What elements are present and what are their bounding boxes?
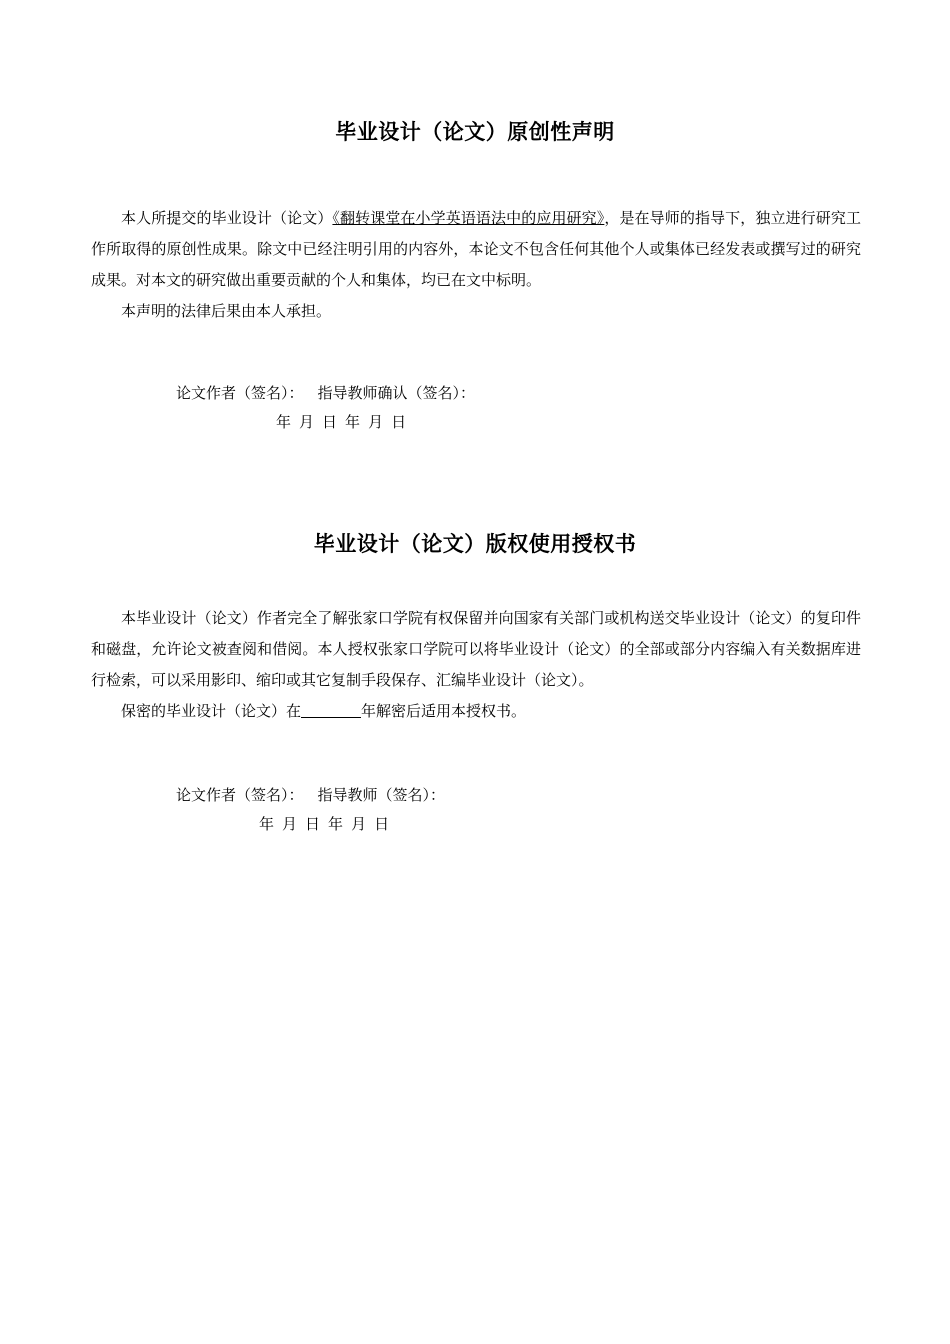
date-year-3: 年 — [259, 815, 275, 833]
authorization-para2-before: 保密的毕业设计（论文）在 — [121, 702, 302, 720]
declaration-date-line — [276, 411, 414, 432]
authorization-date-line — [259, 813, 397, 834]
date-month-3: 月 — [282, 815, 298, 833]
years-blank-field — [301, 702, 361, 718]
date-month-2: 月 — [368, 413, 384, 431]
date-year-2: 年 — [345, 413, 361, 431]
advisor-signature-label: 指导教师确认（签名）： — [317, 384, 476, 402]
declaration-paragraph-1 — [91, 203, 861, 296]
authorization-para2-after: 年解密后适用本授权书。 — [361, 702, 527, 720]
authorization-signature-line — [176, 784, 445, 805]
date-day-4: 日 — [374, 815, 390, 833]
date-year-1: 年 — [276, 413, 292, 431]
declaration-signature-line — [176, 382, 475, 403]
declaration-paragraph-2: 本声明的法律后果由本人承担。 — [121, 302, 332, 320]
authorization-title: 毕业设计（论文）版权使用授权书 — [313, 532, 637, 556]
date-year-4: 年 — [328, 815, 344, 833]
date-month-1: 月 — [299, 413, 315, 431]
date-day-1: 日 — [322, 413, 338, 431]
author-signature-label-2: 论文作者（签名）： — [176, 786, 304, 804]
declaration-body — [91, 203, 861, 327]
authorization-paragraph-2 — [91, 696, 861, 727]
declaration-title: 毕业设计（论文）原创性声明 — [335, 120, 615, 144]
declaration-para1-before: 本人所提交的毕业设计（论文） — [121, 209, 333, 227]
declaration-para1-after: ，是在导师的指导下，独立进行研究工作所取得的原创性成果。除文中已经注明引用的内容外，本论文不包含任何其他个人或集体已经发表或撰写过的研究成果。对本文的研究做出重要贡献的个人和集体，均已在文中标明。 — [91, 209, 861, 289]
authorization-body — [91, 603, 861, 727]
date-month-4: 月 — [351, 815, 367, 833]
date-day-3: 日 — [305, 815, 321, 833]
author-signature-label: 论文作者（签名）： — [176, 384, 304, 402]
thesis-title: 《翻转课堂在小学英语语法中的应用研究》 — [332, 209, 605, 227]
authorization-paragraph-1: 本毕业设计（论文）作者完全了解张家口学院有权保留并向国家有关部门或机构送交毕业设计（论文）的复印件和磁盘，允许论文被查阅和借阅。本人授权张家口学院可以将毕业设计（论文）的全部或部分内容编入有关数据库进行检索，可以采用影印、缩印或其它复制手段保存、汇编毕业设计（论文）。 — [91, 609, 861, 689]
advisor-signature-label-2: 指导教师（签名）： — [317, 786, 446, 804]
date-day-2: 日 — [391, 413, 407, 431]
